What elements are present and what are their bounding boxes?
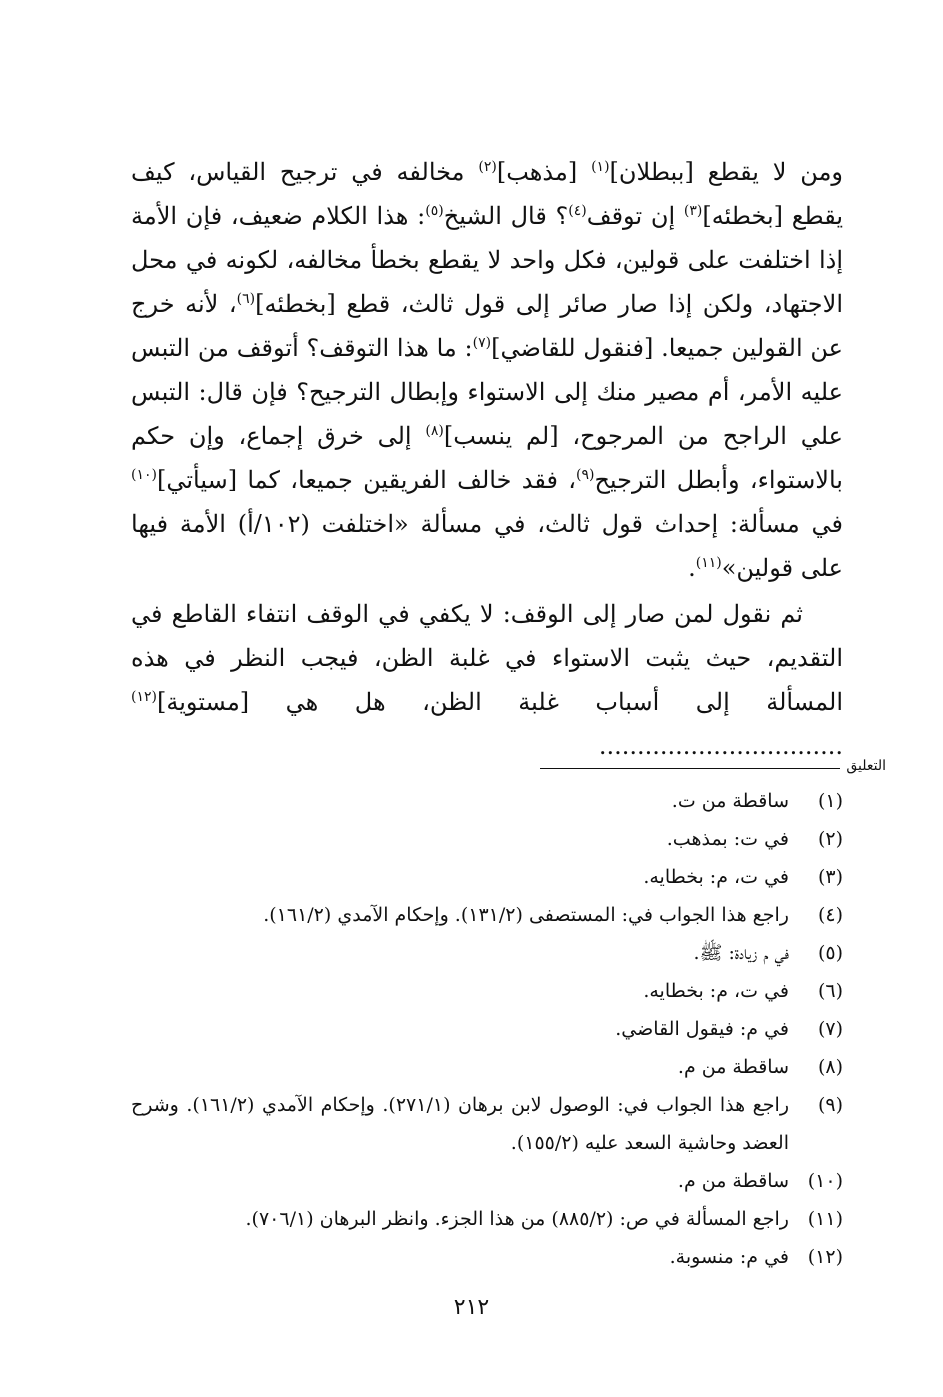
footnote-marker: (٧) xyxy=(472,335,492,351)
footnote-number: (١٠) xyxy=(807,1170,843,1192)
footnote-text: راجع المسألة في ص: (٨٨٥/٢) من هذا الجزء. وانظر البرهان (٧٠٦/١). xyxy=(245,1208,789,1230)
text-segment: ، لأنه خرج عن القولين جميعا. [فنقول للقاضي] xyxy=(131,290,843,362)
text-segment: ومن لا يقطع [ببطلان] xyxy=(609,158,844,186)
footnote-text: في ت، م: بخطايه. xyxy=(643,980,789,1002)
footnote-text: ساقطة من م. xyxy=(677,1056,789,1078)
footnote-marker: (٥) xyxy=(425,203,444,219)
footnote-item xyxy=(131,1162,843,1200)
text-segment: ثم نقول لمن صار إلى الوقف: لا يكفي في الوقف انتفاء القاطع في التقديم، حيث يثبت الاستواء في غلبة الظن، فيجب النظر في هذه المسألة إلى أسباب غلبة الظن، هل هي [مستوية] xyxy=(131,600,843,716)
footnote-number: (٣) xyxy=(817,866,843,888)
footnote-marker: (٤) xyxy=(568,203,587,219)
page-number: ٢١٢ xyxy=(453,1295,490,1320)
footnote-separator xyxy=(540,768,840,769)
footnote-marker: (١١) xyxy=(695,555,722,571)
footnote-text: ساقطة من م. xyxy=(677,1170,789,1192)
footnote-number: (٢) xyxy=(817,828,843,850)
footnote-text: ساقطة من ت. xyxy=(671,790,789,812)
footnote-text: في م زيادة: ﷺ. xyxy=(693,942,789,964)
text-segment: : هذا الكلام ضعيف، فإن الأمة إذا اختلفت على قولين، فكل واحد لا يقطع بخطأ مخالفه، لكونه في محل الاجتهاد، ولكن إذا صار صائر إلى قول ثالث، قطع [بخطئه] xyxy=(131,202,843,318)
footnote-text: راجع هذا الجواب في: المستصفى (١٣١/٢). وإحكام الآمدي (١٦١/٢). xyxy=(263,904,789,926)
footnote-marker: (٦) xyxy=(236,291,256,307)
footnote-item xyxy=(131,782,843,820)
continuation-dots: ................................ xyxy=(598,732,843,760)
footnote-marker: (١) xyxy=(591,159,610,175)
footnote-item xyxy=(131,858,843,896)
footnote-item xyxy=(131,1010,843,1048)
footnote-marker: (٢) xyxy=(478,159,497,175)
footnote-item xyxy=(131,820,843,858)
footnote-number: (٧) xyxy=(817,1018,843,1040)
footnote-item xyxy=(131,1048,843,1086)
footnote-number: (١) xyxy=(817,790,843,812)
footnote-number: (٤) xyxy=(817,904,843,926)
footnotes-list xyxy=(131,782,843,1276)
notes-label: التعليق xyxy=(846,758,886,774)
footnote-number: (٩) xyxy=(817,1094,843,1116)
footnote-item xyxy=(131,1200,843,1238)
footnote-item xyxy=(131,1086,843,1162)
footnote-marker: (١٠) xyxy=(131,467,157,483)
text-segment: إن توقف xyxy=(586,202,684,230)
notes-header xyxy=(540,758,886,774)
footnote-item xyxy=(131,1238,843,1276)
footnote-text: في ت، م: بخطايه. xyxy=(643,866,789,888)
text-segment: : ما هذا التوقف؟ أتوقف من التبس عليه الأمر، أم مصير منك إلى الاستواء وإبطال الترجيح؟ فإن قال: التبس علي الراجح من المرجوح، [لم ينسب] xyxy=(131,334,844,450)
footnote-number: (٥) xyxy=(817,942,843,964)
footnote-marker: (٨) xyxy=(425,423,444,439)
footnote-number: (٨) xyxy=(817,1056,843,1078)
footnote-marker: (٩) xyxy=(575,467,595,483)
footnote-number: (١٢) xyxy=(807,1246,843,1268)
body-paragraph xyxy=(131,592,843,768)
text-segment: إلى خرق إجماع، وإن حكم بالاستواء، وأبطل الترجيح xyxy=(131,422,843,494)
footnote-item xyxy=(131,896,843,934)
footnote-item xyxy=(131,972,843,1010)
text-segment: . xyxy=(688,554,696,582)
text-segment: [مذهب] xyxy=(496,158,592,186)
footnote-text: راجع هذا الجواب في: الوصول لابن برهان (٢٧١/١). وإحكام الآمدي (١٦١/٢). وشرح العضد وحاشية السعد عليه (١٥٥/٢). xyxy=(131,1094,789,1154)
body-paragraph xyxy=(131,150,843,590)
footnote-marker: (٣) xyxy=(683,203,703,219)
footnote-marker: (١٢) xyxy=(131,689,157,705)
footnote-text: في م: فيقول القاضي. xyxy=(615,1018,789,1040)
footnote-number: (١١) xyxy=(807,1208,843,1230)
main-text xyxy=(131,150,843,768)
footnote-item xyxy=(131,934,843,972)
text-segment: مخالفه في ترجيح القياس، كيف يقطع [بخطئه] xyxy=(131,158,844,230)
text-segment: في مسألة: إحداث قول ثالث، في مسألة «اختلفت (١٠٢/أ) الأمة فيها على قولين» xyxy=(131,510,843,582)
footnote-number: (٦) xyxy=(817,980,843,1002)
footnote-text: في ت: بمذهب. xyxy=(666,828,789,850)
footnote-text: في م: منسوبة. xyxy=(669,1246,789,1268)
text-segment: ؟ قال الشيخ xyxy=(443,202,569,230)
text-segment: ، فقد خالف الفريقين جميعا، كما [سيأتي] xyxy=(156,466,576,494)
